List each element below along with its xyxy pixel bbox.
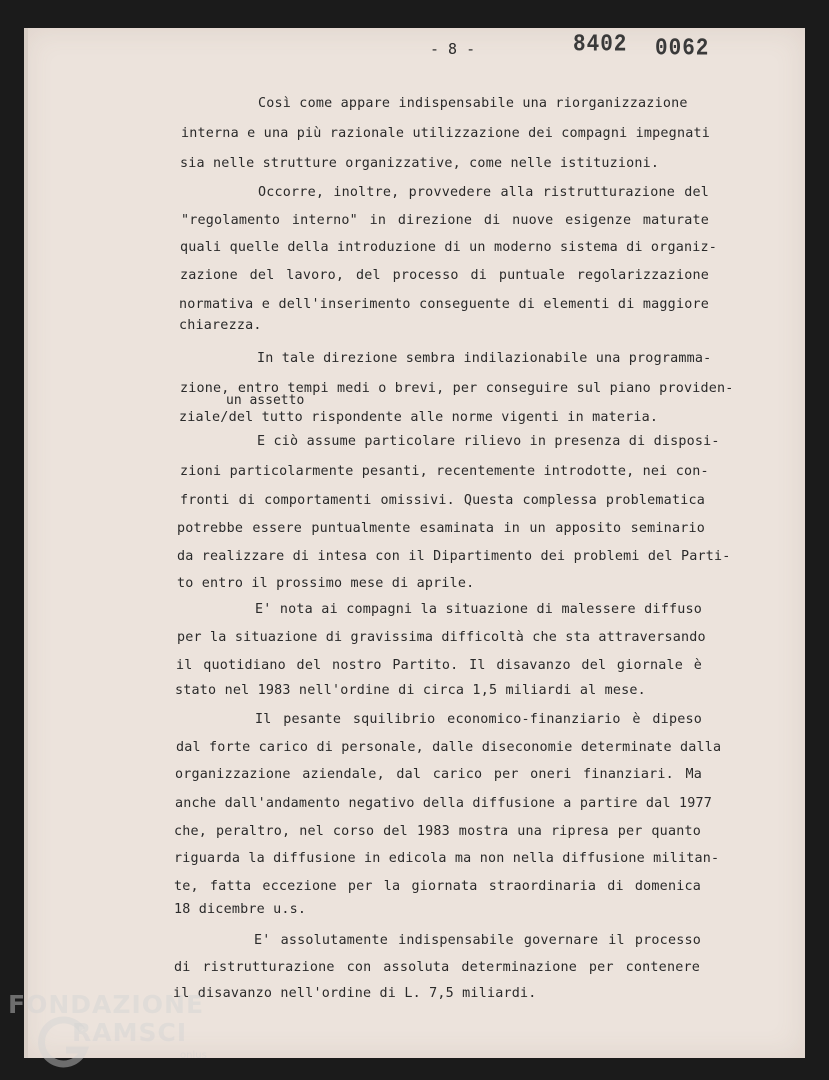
text-line: dal forte carico di personale, dalle diseconomie determinate dalla (176, 740, 722, 755)
paper-edge (24, 28, 28, 1058)
text-line: potrebbe essere puntualmente esaminata in un apposito seminario (177, 521, 705, 536)
archive-watermark (8, 990, 218, 1070)
text-line: da realizzare di intesa con il Dipartimento dei problemi del Parti- (177, 549, 731, 564)
text-line: Il pesante squilibrio economico-finanziario è dipeso (255, 712, 702, 727)
handwritten-insert: un assetto (226, 393, 305, 408)
text-line: E ciò assume particolare rilievo in presenza di disposi- (257, 434, 720, 449)
text-line: to entro il prossimo mese di aprile. (177, 576, 475, 591)
text-line: E' assolutamente indispensabile governare il processo (254, 933, 701, 948)
text-line: zione, entro tempi medi o brevi, per conseguire sul piano providen- (180, 381, 734, 396)
text-line: zazione del lavoro, del processo di puntuale regolarizzazione (180, 268, 709, 283)
page-number: - 8 - (430, 40, 476, 58)
text-line: normativa e dell'inserimento conseguente di elementi di maggiore (179, 297, 709, 312)
text-line: Così come appare indispensabile una riorganizzazione (258, 96, 688, 111)
paper-sheet (24, 28, 805, 1058)
text-line: quali quelle della introduzione di un moderno sistema di organiz- (180, 240, 718, 255)
archive-stamp-left: 8402 (573, 32, 628, 59)
watermark-suffix: onlus (180, 1050, 207, 1061)
watermark-line-1: FONDAZIONE (8, 990, 205, 1019)
text-line: ziale/del tutto rispondente alle norme vigenti in materia. (179, 410, 659, 425)
text-line: chiarezza. (179, 318, 262, 333)
text-line: il disavanzo nell'ordine di L. 7,5 miliardi. (173, 986, 537, 1001)
text-line: interna e una più razionale utilizzazione dei compagni impegnati (181, 126, 710, 141)
text-line: fronti di comportamenti omissivi. Questa complessa problematica (180, 493, 705, 508)
text-line: In tale direzione sembra indilazionabile una programma- (257, 351, 712, 366)
watermark-line-2: RAMSCI (72, 1018, 188, 1047)
text-line: per la situazione di gravissima difficoltà che sta attraversando (177, 630, 706, 645)
text-line: E' nota ai compagni la situazione di malessere diffuso (255, 602, 702, 617)
text-line: stato nel 1983 nell'ordine di circa 1,5 miliardi al mese. (175, 683, 646, 698)
text-line: sia nelle strutture organizzative, come nelle istituzioni. (180, 156, 660, 171)
text-line: te, fatta eccezione per la giornata straordinaria di domenica (174, 879, 701, 894)
text-line: di ristrutturazione con assoluta determinazione per contenere (174, 960, 700, 975)
text-line: riguarda la diffusione in edicola ma non nella diffusione militan- (174, 851, 720, 866)
text-line: anche dall'andamento negativo della diffusione a partire dal 1977 (175, 796, 713, 811)
text-line: "regolamento interno" in direzione di nuove esigenze maturate (181, 213, 709, 228)
text-line: che, peraltro, nel corso del 1983 mostra una ripresa per quanto (174, 824, 701, 839)
archive-stamp-right: 0062 (655, 36, 710, 63)
text-line: il quotidiano del nostro Partito. Il disavanzo del giornale è (176, 658, 702, 673)
text-line: 18 dicembre u.s. (174, 902, 307, 917)
text-line: zioni particolarmente pesanti, recentemente introdotte, nei con- (180, 464, 709, 479)
text-line: Occorre, inoltre, provvedere alla ristrutturazione del (258, 185, 709, 200)
text-line: organizzazione aziendale, dal carico per oneri finanziari. Ma (175, 767, 702, 782)
